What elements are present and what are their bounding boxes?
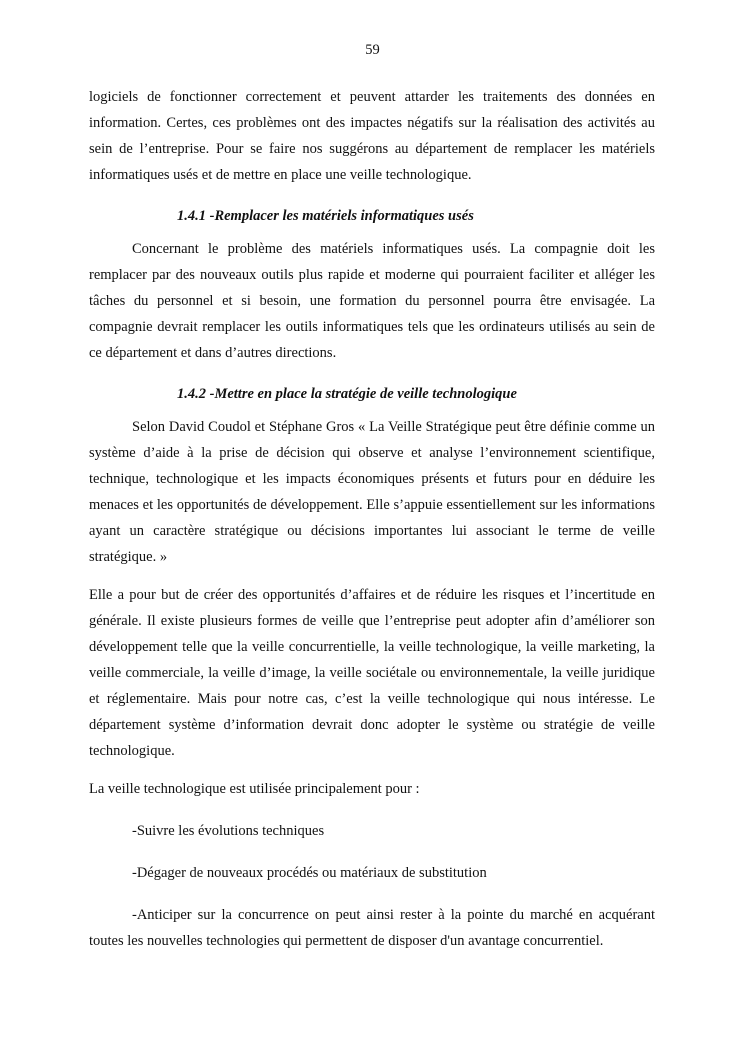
document-body — [89, 84, 655, 954]
paragraph-replace-hardware: Concernant le problème des matériels informatiques usés. La compagnie doit les remplacer par des nouveaux outils plus rapide et moderne qui pourraient faciliter et alléger les tâches du personnel et si besoin, une formation du personnel pourra être envisagée. La compagnie devrait remplacer les outils informatiques tels que les ordinateurs utilisés au sein de ce département et dans d’autres directions. — [89, 241, 655, 361]
paragraph-intro: logiciels de fonctionner correctement et peuvent attarder les traitements des données en information. Certes, ces problèmes ont des impactes négatifs sur la réalisation des activités au sein de l’entreprise. Pour se faire nos suggérons au département de remplacer les matériels informatiques usés et de mettre en place une veille technologique. — [89, 89, 655, 183]
paragraph-veille-forms: Elle a pour but de créer des opportunités d’affaires et de réduire les risques et l’incertitude en générale. Il existe plusieurs formes de veille que l’entreprise peut adopter afin d’améliorer son développement telle que la veille concurrentielle, la veille technologique, la veille marketing, la veille commerciale, la veille d’image, la veille sociétale ou environnementale, la veille juridique et réglementaire. Mais pour notre cas, c’est la veille technologique qui nous intéresse. Le département système d’information devrait donc adopter le système ou stratégie de veille technologique. — [89, 587, 655, 759]
section-heading-1-4-1: 1.4.1 -Remplacer les matériels informatiques usés — [177, 208, 474, 224]
page-number: 59 — [365, 42, 380, 58]
paragraph-list-intro: La veille technologique est utilisée principalement pour : — [89, 781, 420, 797]
list-item: -Anticiper sur la concurrence on peut ainsi rester à la pointe du marché en acquérant toutes les nouvelles technologies qui permettent de disposer d'un avantage concurrentiel. — [89, 907, 655, 949]
section-heading-1-4-2: 1.4.2 -Mettre en place la stratégie de veille technologique — [177, 386, 517, 402]
list-item: -Suivre les évolutions techniques — [132, 823, 325, 839]
paragraph-quote-definition: Selon David Coudol et Stéphane Gros « La Veille Stratégique peut être définie comme un système d’aide à la prise de décision qui observe et analyse l’environnement scientifique, technique, technologique et les impacts économiques présents et futurs pour en déduire les menaces et les opportunités de développement. Elle s’appuie essentiellement sur les informations ayant un caractère stratégique ou décisions importantes lui associant le terme de veille stratégique. » — [89, 419, 655, 565]
list-item: -Dégager de nouveaux procédés ou matériaux de substitution — [132, 865, 487, 881]
